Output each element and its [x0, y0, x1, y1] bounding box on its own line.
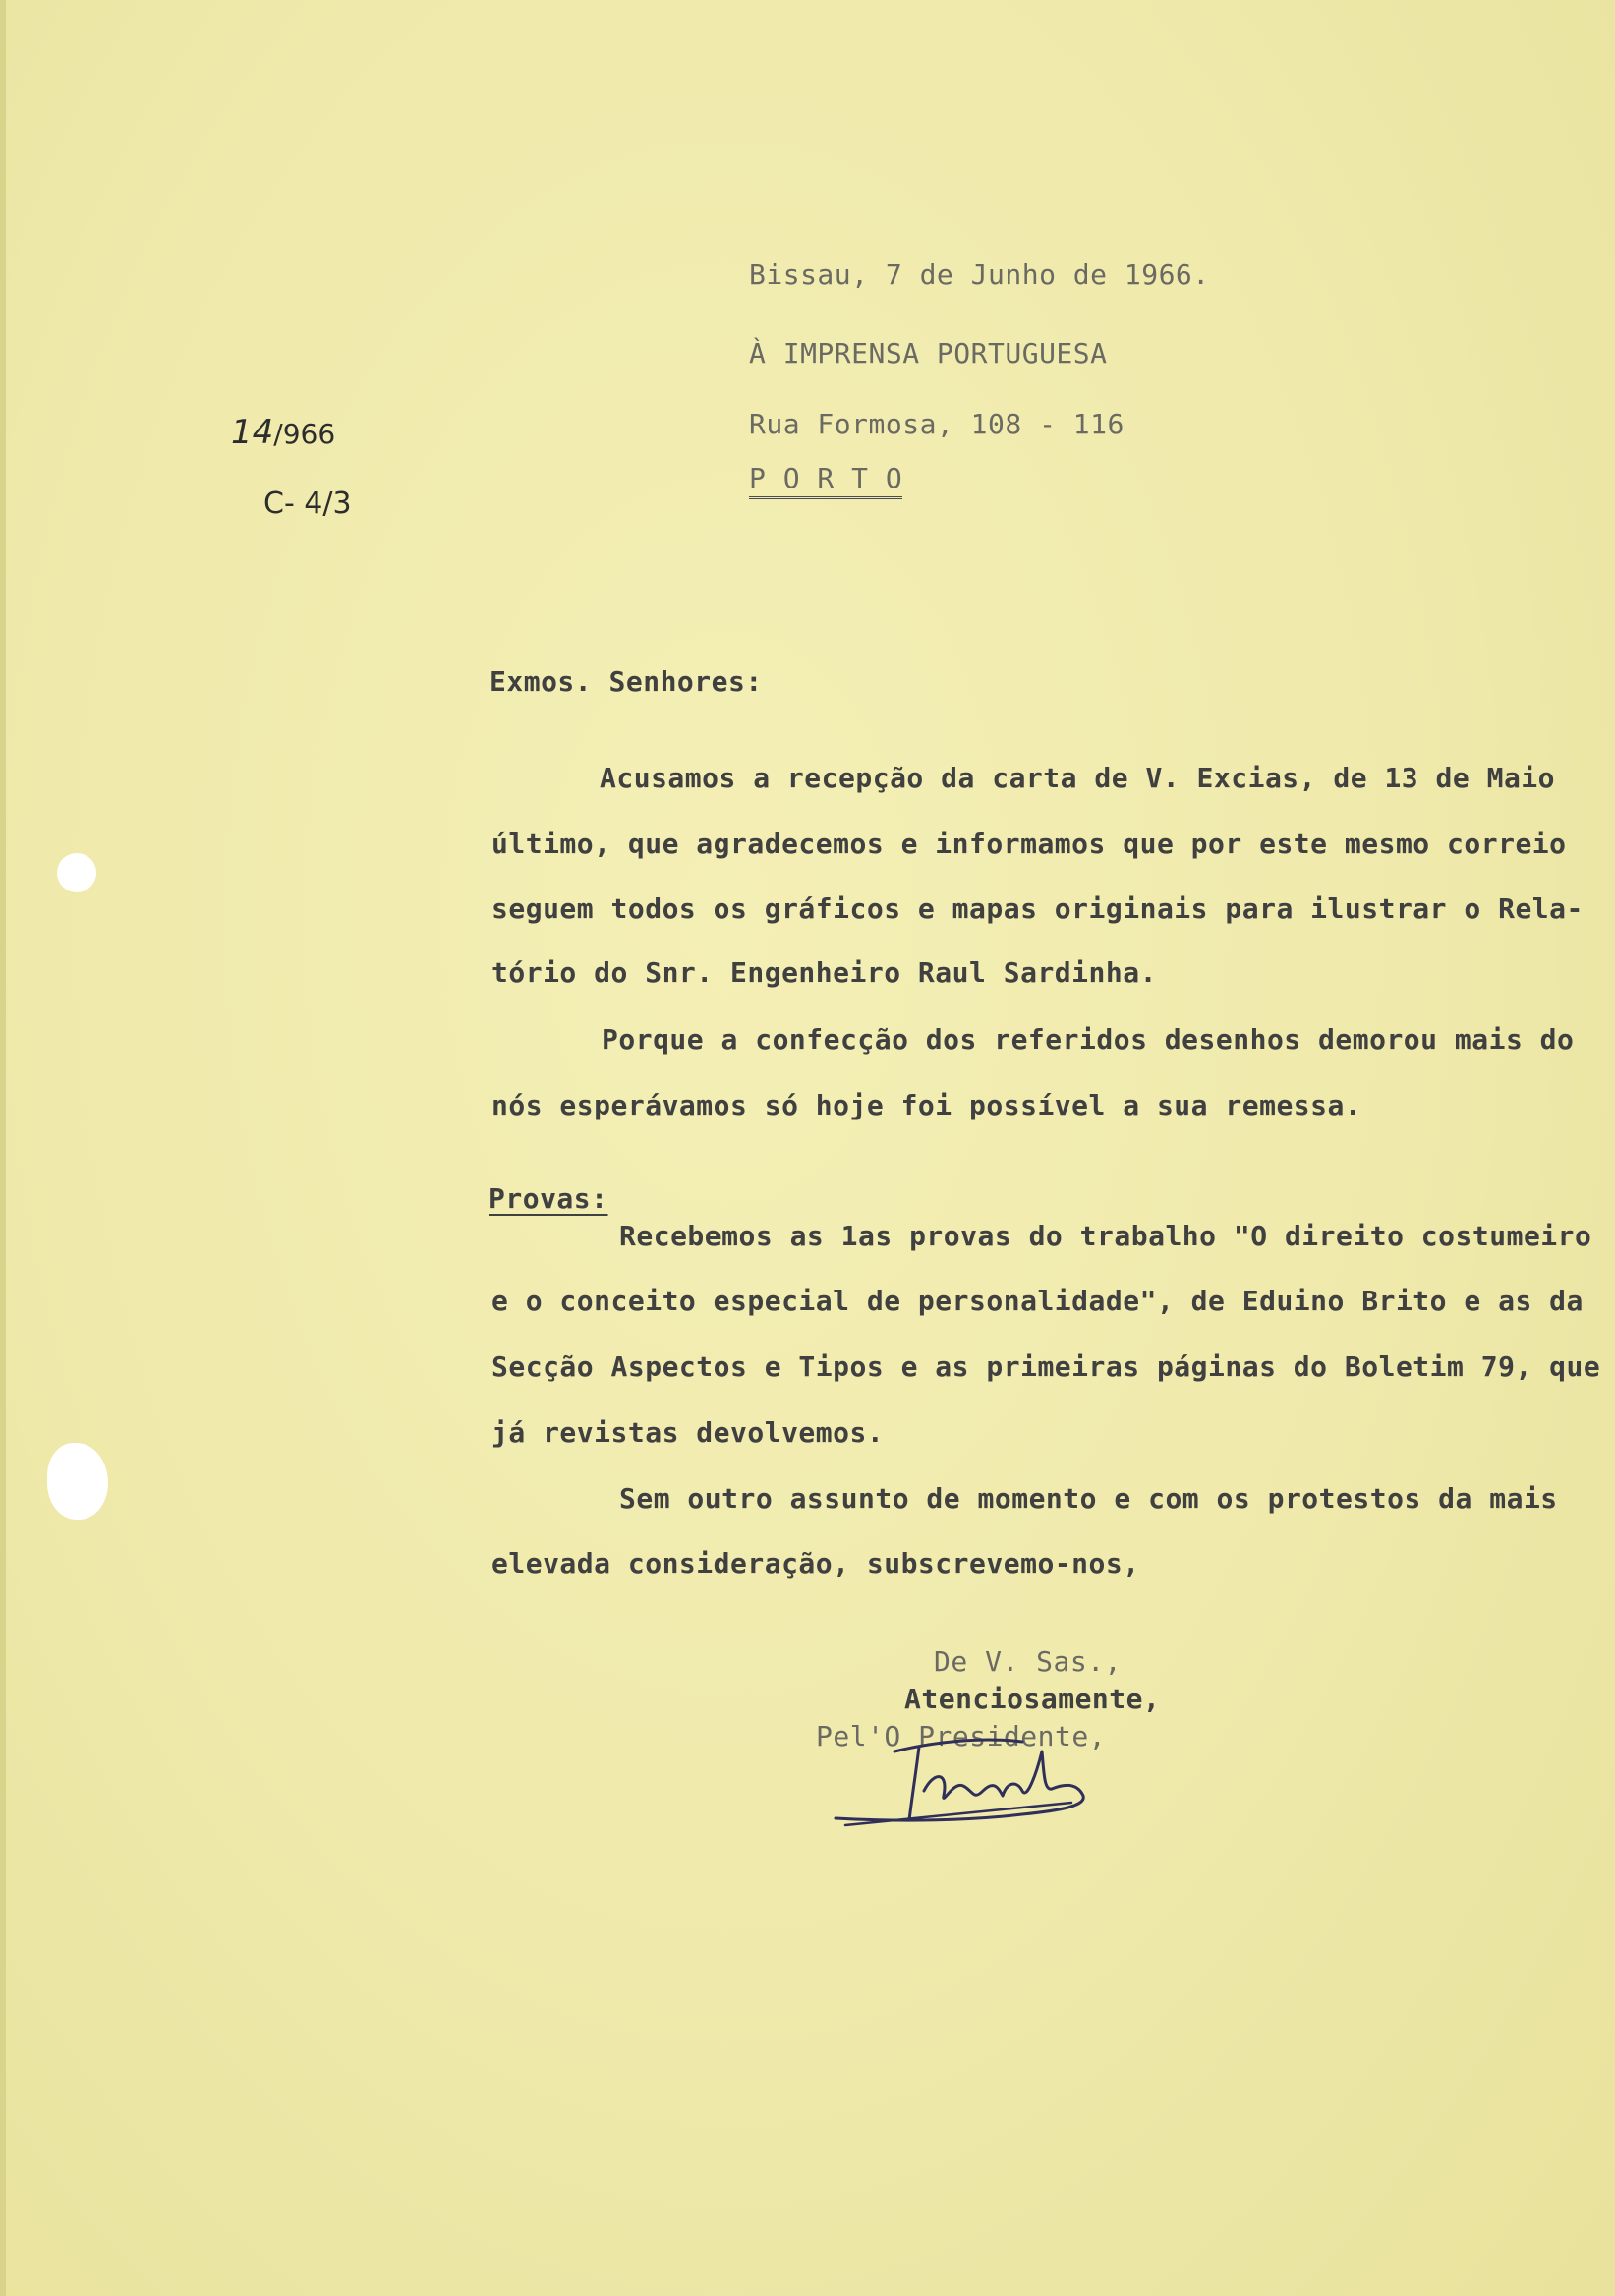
city: P O R T O	[749, 462, 902, 499]
paragraph-3-line-1: Recebemos as 1as provas do trabalho "O direito costumeiro	[619, 1220, 1592, 1252]
paragraph-1-line-1: Acusamos a recepção da carta de V. Excias, de 13 de Maio	[600, 762, 1556, 794]
closing-line-2: Atenciosamente,	[904, 1683, 1161, 1715]
paragraph-1-line-2: último, que agradecemos e informamos que por este mesmo correio	[491, 828, 1567, 860]
reference-code: C- 4/3	[263, 487, 352, 521]
paragraph-2-line-2: nós esperávamos só hoje foi possível a sua remessa.	[491, 1089, 1362, 1121]
addressee: À IMPRENSA PORTUGUESA	[749, 337, 1108, 370]
closing-line-1: De V. Sas.,	[934, 1645, 1122, 1678]
reference-number-main: 14	[231, 413, 274, 452]
reference-number-year: /966	[273, 418, 336, 450]
paragraph-4-line-1: Sem outro assunto de momento e com os protestos da mais	[619, 1482, 1558, 1515]
paragraph-4-line-2: elevada consideração, subscrevemo-nos,	[491, 1547, 1140, 1579]
paragraph-3-line-4: já revistas devolvemos.	[491, 1416, 885, 1449]
paper-edge	[0, 0, 6, 2296]
paragraph-2-line-1: Porque a confecção dos referidos desenhos demorou mais do	[602, 1023, 1575, 1056]
punch-hole-top	[57, 853, 96, 892]
closing-line-3: Pel'O Presidente,	[816, 1720, 1107, 1752]
paragraph-3-line-2: e o conceito especial de personalidade", de Eduino Brito e as da	[491, 1285, 1584, 1317]
handwritten-signature	[826, 1712, 1121, 1840]
street-address: Rua Formosa, 108 - 116	[749, 408, 1125, 440]
punch-hole-bottom	[47, 1443, 108, 1520]
date-line: Bissau, 7 de Junho de 1966.	[749, 258, 1210, 291]
paragraph-1-line-4: tório do Snr. Engenheiro Raul Sardinha.	[491, 956, 1157, 989]
paragraph-3-line-3: Secção Aspectos e Tipos e as primeiras páginas do Boletim 79, que	[491, 1350, 1601, 1383]
reference-number	[231, 413, 335, 452]
provas-heading: Provas:	[489, 1182, 608, 1215]
paragraph-1-line-3: seguem todos os gráficos e mapas originais para ilustrar o Rela-	[491, 892, 1584, 925]
salutation: Exmos. Senhores:	[490, 665, 763, 698]
